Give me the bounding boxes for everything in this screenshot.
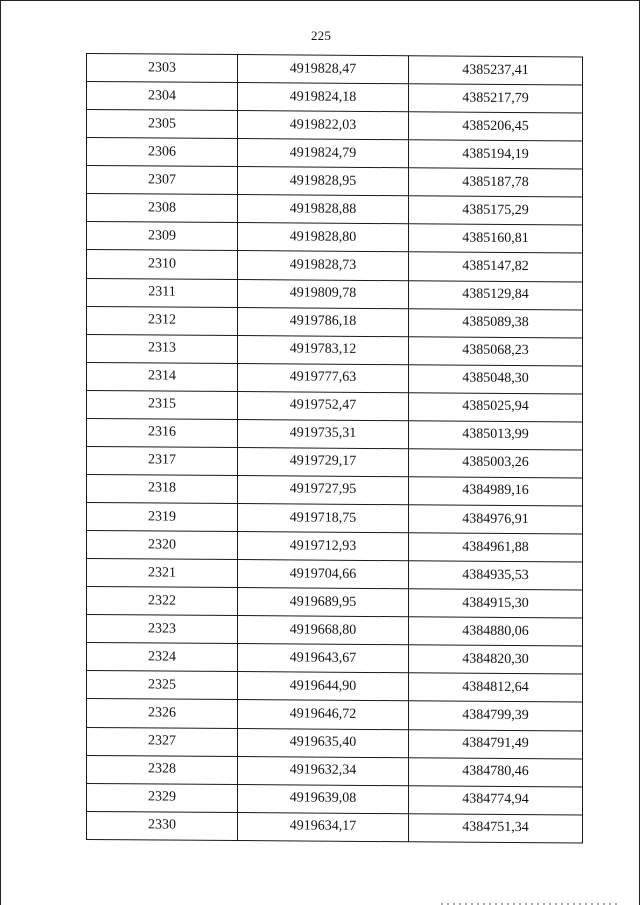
table-row [87,755,583,787]
x-coordinate-cell: 4919635,40 [238,728,409,757]
table-row [87,615,583,647]
point-number-cell: 2330 [87,811,238,840]
x-coordinate-cell: 4919729,17 [238,447,409,476]
y-coordinate-cell: 4384791,49 [409,729,583,758]
point-number-cell: 2304 [87,82,238,111]
y-coordinate-cell: 4384774,94 [409,785,583,814]
point-number-cell: 2322 [87,587,238,616]
x-coordinate-cell: 4919727,95 [238,475,409,504]
point-number-cell: 2309 [87,222,238,251]
y-coordinate-cell: 4384751,34 [409,813,583,843]
x-coordinate-cell: 4919643,67 [238,644,409,673]
y-coordinate-cell: 4384935,53 [409,561,583,590]
y-coordinate-cell: 4385160,81 [409,224,583,253]
table-row [87,82,583,114]
point-number-cell: 2306 [87,138,238,167]
x-coordinate-cell: 4919786,18 [238,307,409,336]
x-coordinate-cell: 4919644,90 [238,672,409,701]
point-number-cell: 2325 [87,671,238,700]
table-row [87,306,583,338]
table-row [87,418,583,450]
x-coordinate-cell: 4919828,88 [238,195,409,224]
table-row [87,587,583,619]
table-row [87,390,583,422]
point-number-cell: 2316 [87,418,238,447]
y-coordinate-cell: 4385175,29 [409,196,583,225]
table-row [87,362,583,394]
y-coordinate-cell: 4385217,79 [409,84,583,113]
table-row [87,531,583,563]
table-row [87,474,583,506]
y-coordinate-cell: 4385048,30 [409,364,583,393]
point-number-cell: 2317 [87,446,238,475]
y-coordinate-cell: 4385194,19 [409,140,583,169]
table-row [87,194,583,226]
table-row [87,671,583,703]
table-row [87,278,583,310]
x-coordinate-cell: 4919634,17 [238,812,409,842]
point-number-cell: 2313 [87,334,238,363]
point-number-cell: 2312 [87,306,238,335]
x-coordinate-cell: 4919712,93 [238,532,409,561]
x-coordinate-cell: 4919704,66 [238,560,409,589]
x-coordinate-cell: 4919752,47 [238,391,409,420]
x-coordinate-cell: 4919735,31 [238,419,409,448]
y-coordinate-cell: 4384799,39 [409,701,583,730]
page-number: 225 [310,28,332,43]
x-coordinate-cell: 4919646,72 [238,700,409,729]
point-number-cell: 2328 [87,755,238,784]
table-row [87,783,583,815]
x-coordinate-cell: 4919777,63 [238,363,409,392]
table-row [87,699,583,731]
point-number-cell: 2305 [87,110,238,139]
x-coordinate-cell: 4919632,34 [238,756,409,785]
x-coordinate-cell: 4919828,47 [238,55,409,84]
y-coordinate-cell: 4385025,94 [409,393,583,422]
y-coordinate-cell: 4385237,41 [409,56,583,85]
y-coordinate-cell: 4385089,38 [409,308,583,337]
x-coordinate-cell: 4919822,03 [238,111,409,140]
x-coordinate-cell: 4919828,95 [238,167,409,196]
x-coordinate-cell: 4919824,18 [238,83,409,112]
x-coordinate-cell: 4919828,73 [238,251,409,280]
y-coordinate-cell: 4385187,78 [409,168,583,197]
point-number-cell: 2323 [87,615,238,644]
table-row [87,727,583,759]
point-number-cell: 2310 [87,250,238,279]
table-row [87,222,583,254]
point-number-cell: 2308 [87,194,238,223]
point-number-cell: 2318 [87,474,238,503]
x-coordinate-cell: 4919809,78 [238,279,409,308]
table-row [87,110,583,142]
table-row [87,250,583,282]
y-coordinate-cell: 4385068,23 [409,336,583,365]
point-number-cell: 2315 [87,390,238,419]
coordinates-table-body [87,54,583,843]
table-row [87,559,583,591]
point-number-cell: 2319 [87,503,238,532]
x-coordinate-cell: 4919689,95 [238,588,409,617]
table-row [87,334,583,366]
table-row [87,54,583,86]
point-number-cell: 2321 [87,559,238,588]
point-number-cell: 2326 [87,699,238,728]
table-row [87,446,583,478]
point-number-cell: 2307 [87,166,238,195]
x-coordinate-cell: 4919718,75 [238,504,409,533]
x-coordinate-cell: 4919828,80 [238,223,409,252]
x-coordinate-cell: 4919639,08 [238,784,409,813]
table-row [87,138,583,170]
coordinates-table [86,53,583,843]
y-coordinate-cell: 4385013,99 [409,421,583,450]
y-coordinate-cell: 4384820,30 [409,645,583,674]
point-number-cell: 2303 [87,54,238,83]
point-number-cell: 2329 [87,783,238,812]
y-coordinate-cell: 4384989,16 [409,477,583,506]
point-number-cell: 2320 [87,531,238,560]
y-coordinate-cell: 4384780,46 [409,757,583,786]
y-coordinate-cell: 4385003,26 [409,449,583,478]
point-number-cell: 2324 [87,643,238,672]
x-coordinate-cell: 4919824,79 [238,139,409,168]
y-coordinate-cell: 4385206,45 [409,112,583,141]
table-row [87,643,583,675]
x-coordinate-cell: 4919783,12 [238,335,409,364]
x-coordinate-cell: 4919668,80 [238,616,409,645]
table-row [87,166,583,198]
y-coordinate-cell: 4384961,88 [409,533,583,562]
y-coordinate-cell: 4385129,84 [409,280,583,309]
y-coordinate-cell: 4384915,30 [409,589,583,618]
y-coordinate-cell: 4384976,91 [409,505,583,534]
point-number-cell: 2327 [87,727,238,756]
y-coordinate-cell: 4385147,82 [409,252,583,281]
y-coordinate-cell: 4384880,06 [409,617,583,646]
y-coordinate-cell: 4384812,64 [409,673,583,702]
point-number-cell: 2311 [87,278,238,307]
table-row [87,811,583,843]
table-row [87,503,583,535]
point-number-cell: 2314 [87,362,238,391]
